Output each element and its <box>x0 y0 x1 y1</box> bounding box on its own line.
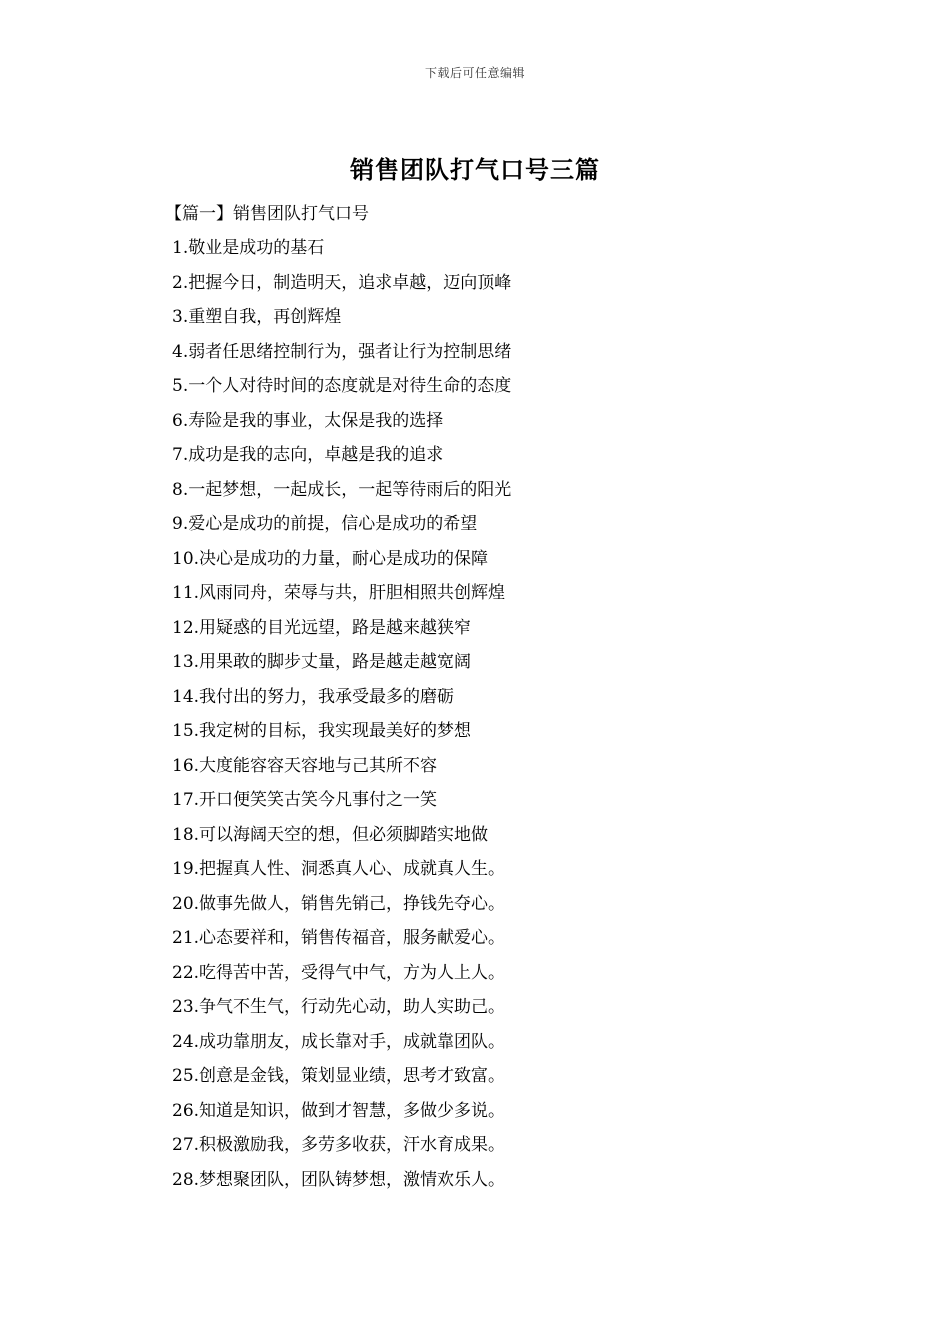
list-item: 21.心态要祥和，销售传福音，服务献爱心。 <box>172 928 506 948</box>
list-item: 24.成功靠朋友，成长靠对手，成就靠团队。 <box>172 1031 506 1052</box>
list-item: 23.争气不生气，行动先心动，助人实助己。 <box>172 997 506 1017</box>
list-item: 25.创意是金钱，策划显业绩，思考才致富。 <box>172 1066 506 1086</box>
section-heading: 【篇一】销售团队打气口号 <box>165 204 369 224</box>
header-note: 下载后可任意编辑 <box>424 66 525 80</box>
list-item: 5.一个人对待时间的态度就是对待生命的态度 <box>172 376 512 396</box>
list-item: 13.用果敢的脚步丈量，路是越走越宽阔 <box>172 652 472 672</box>
list-item: 18.可以海阔天空的想，但必须脚踏实地做 <box>172 824 489 845</box>
list-item: 11.风雨同舟，荣辱与共，肝胆相照共创辉煌 <box>172 583 506 603</box>
list-item: 28.梦想聚团队，团队铸梦想，激情欢乐人。 <box>172 1169 506 1190</box>
list-item: 20.做事先做人，销售先销己，挣钱先夺心。 <box>172 893 506 914</box>
list-item: 22.吃得苦中苦，受得气中气，方为人上人。 <box>172 962 506 983</box>
document-title: 销售团队打气口号三篇 <box>350 155 600 184</box>
slogan-list <box>172 231 511 1197</box>
list-item: 4.弱者任思绪控制行为，强者让行为控制思绪 <box>172 341 512 362</box>
list-item: 10.决心是成功的力量，耐心是成功的保障 <box>172 548 489 569</box>
list-item: 7.成功是我的志向，卓越是我的追求 <box>172 445 444 465</box>
list-item: 15.我定树的目标，我实现最美好的梦想 <box>172 721 472 741</box>
list-item: 3.重塑自我，再创辉煌 <box>172 307 342 327</box>
list-item: 1.敬业是成功的基石 <box>172 238 325 258</box>
list-item: 26.知道是知识，做到才智慧，多做少多说。 <box>172 1100 506 1121</box>
list-item: 27.积极激励我，多劳多收获，汗水育成果。 <box>172 1135 506 1155</box>
list-item: 9.爱心是成功的前提，信心是成功的希望 <box>172 514 478 534</box>
list-item: 12.用疑惑的目光远望，路是越来越狭窄 <box>172 617 472 638</box>
list-item: 8.一起梦想，一起成长，一起等待雨后的阳光 <box>172 479 512 500</box>
list-item: 17.开口便笑笑古笑今凡事付之一笑 <box>172 790 438 810</box>
list-item: 16.大度能容容天容地与己其所不容 <box>172 755 438 776</box>
list-item: 19.把握真人性、洞悉真人心、成就真人生。 <box>172 859 506 879</box>
list-item: 2.把握今日，制造明天，追求卓越，迈向顶峰 <box>172 272 512 293</box>
list-item: 14.我付出的努力，我承受最多的磨砺 <box>172 686 455 707</box>
list-item: 6.寿险是我的事业，太保是我的选择 <box>172 410 444 431</box>
